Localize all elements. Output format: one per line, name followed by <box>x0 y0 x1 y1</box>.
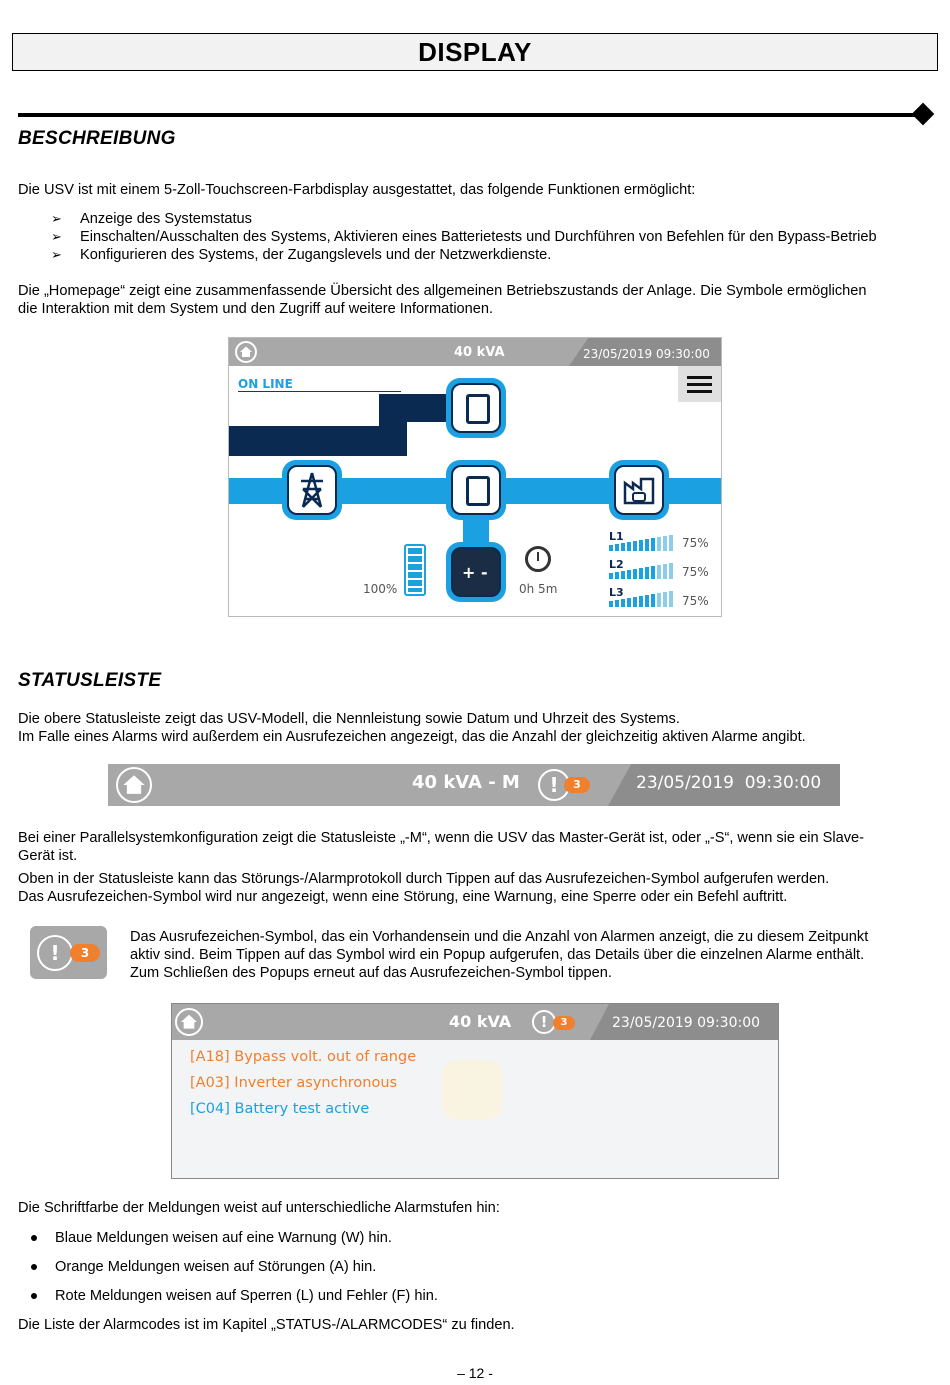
list-item: Rote Meldungen weisen auf Sperren (L) und Fehler (F) hin. <box>18 1287 938 1316</box>
battery-level: 100% <box>363 582 398 596</box>
phase-l1-bars <box>609 533 673 551</box>
battery-level-gauge <box>404 544 426 596</box>
page-title: DISPLAY <box>12 33 938 71</box>
alarm-icon-text-2: aktiv sind. Beim Tippen auf das Symbol wird ein Popup aufgerufen, das Details über die einzelnen Alarme enthält. <box>130 947 865 963</box>
datetime: 23/05/2019 09:30:00 <box>636 773 822 793</box>
faded-bypass-icon <box>442 1060 502 1120</box>
list-item: Blaue Meldungen weisen auf eine Warnung (W) hin. <box>18 1229 938 1258</box>
homepage-text-1: Die „Homepage“ zeigt eine zusammenfassende Übersicht des allgemeinen Betriebszustands der Anlage. Die Symbole ermöglichen <box>18 283 867 299</box>
page-number: – 12 - <box>457 1365 493 1381</box>
alarm-popup-screenshot <box>171 1003 779 1179</box>
homepage-text-2: die Interaktion mit dem System und den Zugriff auf weitere Informationen. <box>18 301 494 317</box>
section-title-statusbar: STATUSLEISTE <box>18 670 162 691</box>
parallel-text-1: Bei einer Parallelsystemkonfiguration zeigt die Statusleiste „-M“, wenn die USV das Master-Gerät ist, oder „-S“, wenn sie ein Slave- <box>18 830 864 846</box>
phase-l1-name: L1 <box>609 530 624 543</box>
home-icon[interactable] <box>175 1008 203 1036</box>
list-item: Orange Meldungen weisen auf Störungen (A) hin. <box>18 1258 938 1287</box>
home-icon[interactable] <box>235 341 257 363</box>
phase-l3-bars <box>609 589 673 607</box>
status-underline <box>238 391 401 392</box>
power-rating: 40 kVA <box>454 345 505 360</box>
phase-l2-name: L2 <box>609 558 624 571</box>
alarm-icon-text-3: Zum Schließen des Popups erneut auf das Ausrufezeichen-Symbol tippen. <box>130 965 612 981</box>
phase-l3-name: L3 <box>609 586 624 599</box>
clock-icon <box>525 546 551 572</box>
status-bar <box>229 338 722 366</box>
alarm-count-badge: 3 <box>553 1016 575 1030</box>
power-rating: 40 kVA - M <box>412 772 520 793</box>
phase-l2-load: 75% <box>682 565 709 579</box>
levels-lead: Die Schriftfarbe der Meldungen weist auf unterschiedliche Alarmstufen hin: <box>18 1200 500 1216</box>
phase-l1-load: 75% <box>682 536 709 550</box>
power-rating: 40 kVA <box>449 1012 512 1031</box>
menu-icon[interactable] <box>678 366 722 402</box>
load-factory-icon[interactable] <box>609 460 669 520</box>
homepage-screenshot <box>228 337 722 617</box>
grid-tower-icon[interactable] <box>282 460 342 520</box>
alarm-list <box>172 1040 778 1179</box>
alarm-item-c04[interactable]: [C04] Battery test active <box>190 1101 370 1117</box>
alarm-exclamation-icon: ! <box>37 935 73 971</box>
bypass-icon[interactable] <box>446 378 506 438</box>
section-title-description: BESCHREIBUNG <box>18 128 176 149</box>
alarm-exclamation-icon[interactable]: ! <box>538 769 570 801</box>
levels-list <box>18 1229 938 1316</box>
intro-lead: Die USV ist mit einem 5-Zoll-Touchscreen-Farbdisplay ausgestattet, das folgende Funktionen ermöglicht: <box>18 182 696 198</box>
inverter-icon[interactable] <box>446 460 506 520</box>
alarm-exclamation-icon[interactable]: ! <box>532 1010 556 1034</box>
alarm-item-a18[interactable]: [A18] Bypass volt. out of range <box>190 1049 417 1065</box>
section-divider <box>18 113 924 117</box>
phase-l3-load: 75% <box>682 594 709 608</box>
parallel-text-4: Das Ausrufezeichen-Symbol wird nur angezeigt, wenn eine Störung, eine Warnung, eine Sperre oder ein Befehl auftritt. <box>18 889 788 905</box>
list-item: ➢ Anzeige des Systemstatus <box>51 211 252 227</box>
parallel-text-3: Oben in der Statusleiste kann das Störungs-/Alarmprotokoll durch Tippen auf das Ausrufezeichen-Symbol aufgerufen werden. <box>18 871 830 887</box>
status-bar <box>172 1004 779 1040</box>
alarm-icon-sample <box>30 926 107 979</box>
feature-list <box>18 210 938 264</box>
alarm-item-a03[interactable]: [A03] Inverter asynchronous <box>190 1075 398 1091</box>
datetime: 23/05/2019 09:30:00 <box>583 347 710 361</box>
statusbar-text-1: Die obere Statusleiste zeigt das USV-Modell, die Nennleistung sowie Datum und Uhrzeit des Systems. <box>18 711 680 727</box>
list-item: ➢ Konfigurieren des Systems, der Zugangslevels und der Netzwerkdienste. <box>51 247 552 263</box>
home-icon[interactable] <box>116 767 152 803</box>
main-area <box>229 366 722 617</box>
alarm-icon-text-1: Das Ausrufezeichen-Symbol, das ein Vorhandensein und die Anzahl von Alarmen anzeigt, die zu diesem Zeitpunkt <box>130 929 869 945</box>
bypass-line-lower <box>229 426 379 456</box>
statusbar-text-2: Im Falle eines Alarms wird außerdem ein Ausrufezeichen angezeigt, das die Anzahl der gleichzeitig aktiven Alarme angibt. <box>18 729 806 745</box>
status-label: ON LINE <box>238 377 293 391</box>
alarm-count-badge: 3 <box>70 944 100 962</box>
datetime: 23/05/2019 09:30:00 <box>612 1015 761 1031</box>
statusbar-screenshot <box>108 764 840 806</box>
levels-closing: Die Liste der Alarmcodes ist im Kapitel „STATUS-/ALARMCODES“ zu finden. <box>18 1317 515 1333</box>
parallel-text-2: Gerät ist. <box>18 848 78 864</box>
backup-time: 0h 5m <box>519 582 558 596</box>
phase-l2-bars <box>609 561 673 579</box>
list-item: ➢ Einschalten/Ausschalten des Systems, Aktivieren eines Batterietests und Durchführen von Befehlen für den Bypass-Betrieb <box>51 229 877 245</box>
divider-diamond <box>912 103 935 126</box>
battery-icon[interactable]: + - <box>446 542 506 602</box>
alarm-count-badge: 3 <box>564 777 590 793</box>
